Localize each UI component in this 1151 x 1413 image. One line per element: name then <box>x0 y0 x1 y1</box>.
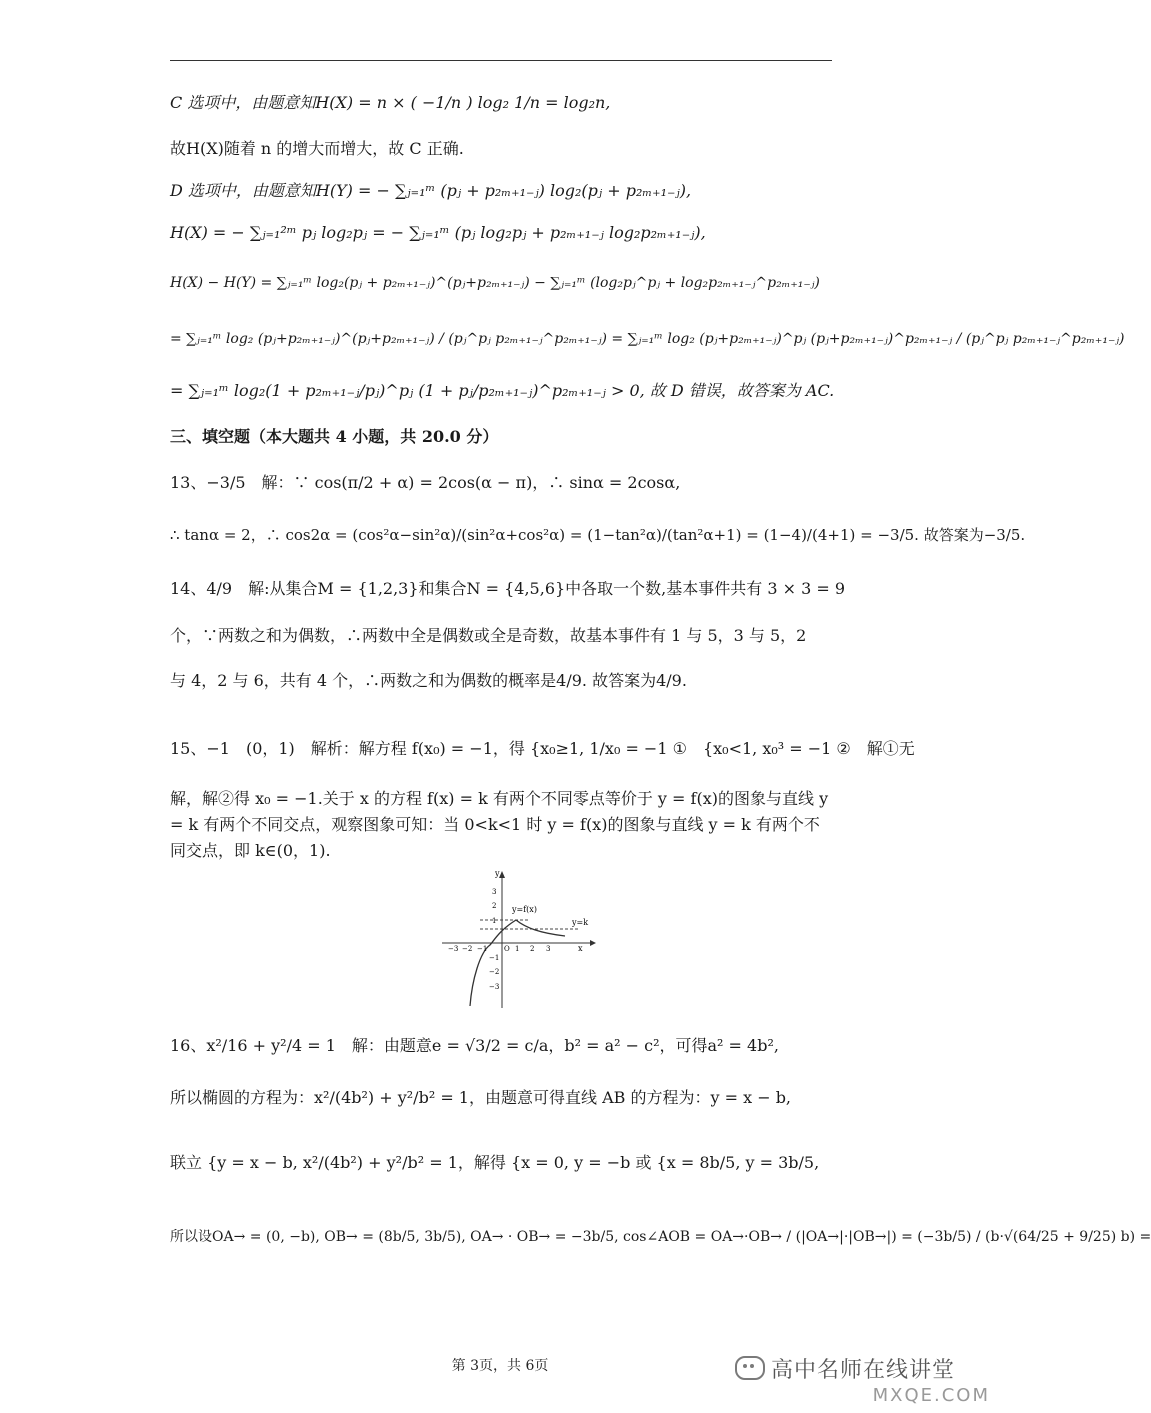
x-tick-1: 1 <box>515 945 520 953</box>
watermark-text: 高中名师在线讲堂 <box>771 1357 956 1383</box>
x-axis-label: x <box>578 944 583 953</box>
function-graph <box>440 870 600 1010</box>
text-line-hx-minus-hy: H(X) − H(Y) = ∑ⱼ₌₁ᵐ log₂(pⱼ + p₂ₘ₊₁₋ⱼ)^(pⱼ+p₂ₘ₊₁₋ⱼ) − ∑ⱼ₌₁ᵐ (log₂pⱼ^pⱼ + log₂p₂ₘ₊₁₋ⱼ^p₂ₘ₊₁₋ⱼ) <box>170 275 820 291</box>
problem-15-line-3: = k 有两个不同交点，观察图象可知：当 0<k<1 时 y = f(x)的图象与直线 y = k 有两个不 <box>170 815 820 834</box>
problem-16-line-3: 联立 {y = x − b, x²/(4b²) + y²/b² = 1，解得 {x = 0, y = −b 或 {x = 8b/5, y = 3b/5, <box>170 1153 820 1172</box>
curve-left <box>470 920 516 1006</box>
x-tick-2: 2 <box>530 945 535 953</box>
x-tick-neg2: −2 <box>462 945 473 953</box>
text-line-c-option: C 选项中，由题意知H(X) = n × ( −1/n ) log₂ 1/n = log₂n, <box>170 93 611 112</box>
problem-13-line-1: 13、−3/5 解：∵ cos(π/2 + α) = 2cos(α − π)，∴ sinα = 2cosα, <box>170 473 681 492</box>
problem-16-line-2: 所以椭圆的方程为：x²/(4b²) + y²/b² = 1，由题意可得直线 AB 的方程为：y = x − b, <box>170 1088 792 1107</box>
problem-14-line-1: 14、4/9 解:从集合M = {1,2,3}和集合N = {4,5,6}中各取一个数,基本事件共有 3 × 3 = 9 <box>170 579 846 598</box>
origin-label: O <box>504 945 510 953</box>
x-tick-3: 3 <box>546 945 551 953</box>
section-heading-fill-blank: 三、填空题（本大题共 4 小题，共 20.0 分） <box>170 427 499 446</box>
y-tick-neg1: −1 <box>489 954 500 962</box>
y-axis-label: y <box>495 869 500 878</box>
problem-15-line-4: 同交点，即 k∈(0，1). <box>170 841 331 860</box>
line-label: y=k <box>572 918 589 927</box>
curve-label: y=f(x) <box>512 905 537 914</box>
x-tick-neg3: −3 <box>448 945 459 953</box>
text-line-final-d: = ∑ⱼ₌₁ᵐ log₂(1 + p₂ₘ₊₁₋ⱼ/pⱼ)^pⱼ (1 + pⱼ/p₂ₘ₊₁₋ⱼ)^p₂ₘ₊₁₋ⱼ > 0, 故 D 错误，故答案为 AC. <box>170 381 835 400</box>
watermark <box>735 1348 990 1388</box>
watermark-sub: MXQE.COM <box>872 1385 990 1406</box>
problem-14-line-2: 个，∵两数之和为偶数，∴两数中全是偶数或全是奇数，故基本事件有 1 与 5，3 与 5，2 <box>170 626 807 645</box>
problem-14-line-3: 与 4，2 与 6，共有 4 个，∴两数之和为偶数的概率是4/9. 故答案为4/9. <box>170 671 687 690</box>
y-tick-neg3: −3 <box>489 983 500 991</box>
problem-16-line-1: 16、x²/16 + y²/4 = 1 解：由题意e = √3/2 = c/a，b² = a² − c²，可得a² = 4b², <box>170 1036 779 1055</box>
header-rule <box>170 60 832 61</box>
problem-15-line-2: 解，解②得 x₀ = −1.关于 x 的方程 f(x) = k 有两个不同零点等价于 y = f(x)的图象与直线 y <box>170 789 829 808</box>
problem-15-line-1: 15、−1 (0，1) 解析：解方程 f(x₀) = −1，得 {x₀≥1, 1/x₀ = −1 ① {x₀<1, x₀³ = −1 ② 解①无 <box>170 739 915 758</box>
y-tick-2: 2 <box>492 902 497 910</box>
curve-right <box>516 920 565 936</box>
problem-13-line-2: ∴ tanα = 2，∴ cos2α = (cos²α−sin²α)/(sin²α+cos²α) = (1−tan²α)/(tan²α+1) = (1−4)/(4+1) = −3/5. 故答案为−3/5. <box>170 526 1026 544</box>
text-line-c-conclusion: 故H(X)随着 n 的增大而增大，故 C 正确. <box>170 139 464 158</box>
text-line-d-option: D 选项中，由题意知H(Y) = − ∑ⱼ₌₁ᵐ (pⱼ + p₂ₘ₊₁₋ⱼ) log₂(pⱼ + p₂ₘ₊₁₋ⱼ), <box>170 181 692 200</box>
y-tick-3: 3 <box>492 888 497 896</box>
text-line-sum-log: = ∑ⱼ₌₁ᵐ log₂ (pⱼ+p₂ₘ₊₁₋ⱼ)^(pⱼ+p₂ₘ₊₁₋ⱼ) / (pⱼ^pⱼ p₂ₘ₊₁₋ⱼ^p₂ₘ₊₁₋ⱼ) = ∑ⱼ₌₁ᵐ log₂ (pⱼ+p₂ₘ₊₁₋ⱼ)^pⱼ (pⱼ+p₂ₘ₊₁₋ⱼ)^p₂ₘ₊₁₋ⱼ / (pⱼ^pⱼ p₂ₘ₊₁₋ⱼ^p₂ₘ₊₁₋ⱼ) <box>170 331 1125 347</box>
text-line-hx: H(X) = − ∑ⱼ₌₁²ᵐ pⱼ log₂pⱼ = − ∑ⱼ₌₁ᵐ (pⱼ log₂pⱼ + p₂ₘ₊₁₋ⱼ log₂p₂ₘ₊₁₋ⱼ), <box>170 223 706 242</box>
page-footer: 第 3页，共 6页 <box>451 1358 549 1374</box>
x-tick-neg1: −1 <box>477 945 488 953</box>
wechat-icon <box>735 1356 765 1380</box>
y-tick-neg2: −2 <box>489 968 500 976</box>
problem-16-line-4: 所以设OA→ = (0, −b), OB→ = (8b/5, 3b/5), OA→ · OB→ = −3b/5, cos∠AOB = OA→·OB→ / (|OA→|·|OB→|) = (−3b/5) / (b·√(64/25 + 9/25) b) = <box>170 1229 1151 1245</box>
y-tick-1: 1 <box>492 917 497 925</box>
x-axis-arrow <box>590 940 596 946</box>
y-axis-arrow <box>499 871 505 878</box>
